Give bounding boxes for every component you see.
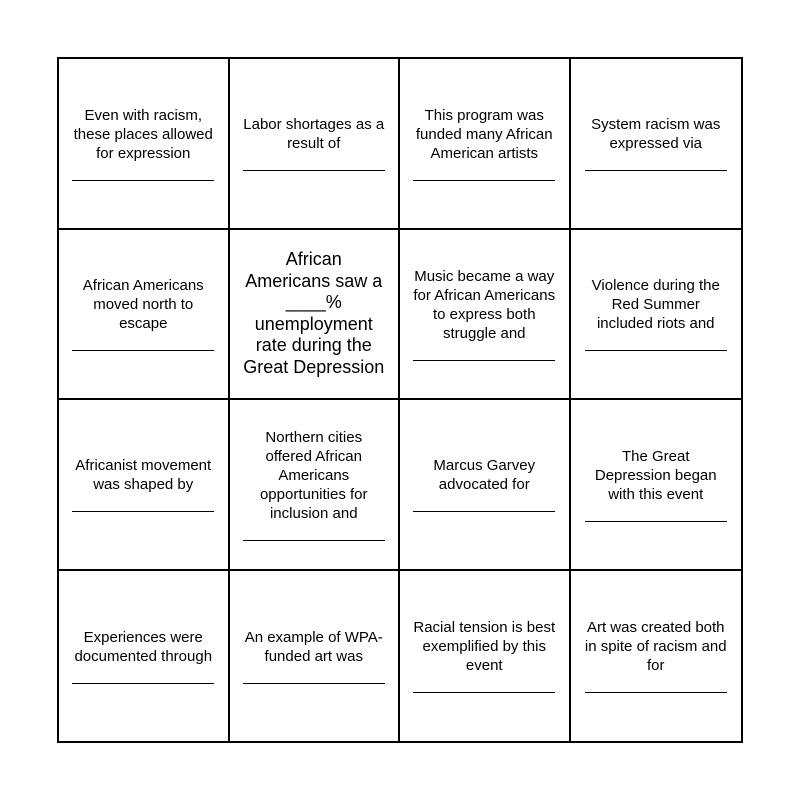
cell-prompt: An example of WPA-funded art was xyxy=(244,628,383,665)
answer-blank-line xyxy=(413,360,555,361)
cell-prompt: Labor shortages as a result of xyxy=(243,116,385,153)
cell-prompt: System racism was expressed via xyxy=(591,116,721,153)
bingo-cell[interactable] xyxy=(59,59,230,230)
cell-prompt: Northern cities offered African Americans opportunities for inclusion and xyxy=(259,428,368,522)
answer-blank-line xyxy=(243,683,385,684)
bingo-cell[interactable] xyxy=(230,400,401,571)
cell-prompt: Art was created both in spite of racism and for xyxy=(584,619,727,675)
bingo-board xyxy=(57,57,743,743)
cell-prompt: Violence during the Red Summer included riots and xyxy=(591,277,720,333)
answer-blank-line xyxy=(72,350,214,351)
answer-blank-line xyxy=(413,180,555,181)
cell-prompt: Even with racism, these places allowed for expression xyxy=(73,106,213,162)
bingo-cell[interactable] xyxy=(230,571,401,742)
bingo-cell[interactable] xyxy=(230,230,401,401)
answer-blank-line xyxy=(585,692,727,693)
bingo-cell[interactable] xyxy=(400,571,571,742)
answer-blank-line xyxy=(413,692,555,693)
cell-prompt: This program was funded many African American artists xyxy=(415,106,553,162)
answer-blank-line xyxy=(72,683,214,684)
answer-blank-line xyxy=(413,511,555,512)
cell-prompt: African Americans moved north to escape xyxy=(82,277,204,333)
bingo-cell[interactable] xyxy=(230,59,401,230)
bingo-cell[interactable] xyxy=(400,400,571,571)
bingo-cell[interactable] xyxy=(59,230,230,401)
cell-prompt: Marcus Garvey advocated for xyxy=(433,457,536,494)
answer-blank-line xyxy=(585,521,727,522)
cell-prompt: African Americans saw a ____% unemployment rate during the Great Depression xyxy=(243,249,385,377)
bingo-cell[interactable] xyxy=(59,400,230,571)
cell-prompt: Experiences were documented through xyxy=(74,628,213,665)
bingo-cell[interactable] xyxy=(571,230,742,401)
cell-prompt: Racial tension is best exemplified by this event xyxy=(413,619,556,675)
answer-blank-line xyxy=(72,511,214,512)
answer-blank-line xyxy=(585,350,727,351)
bingo-cell[interactable] xyxy=(571,400,742,571)
answer-blank-line xyxy=(585,170,727,171)
bingo-cell[interactable] xyxy=(400,59,571,230)
cell-prompt: Africanist movement was shaped by xyxy=(75,457,212,494)
cell-prompt: Music became a way for African Americans to express both struggle and xyxy=(413,267,556,342)
answer-blank-line xyxy=(72,180,214,181)
bingo-cell[interactable] xyxy=(571,59,742,230)
cell-prompt: The Great Depression began with this event xyxy=(594,447,717,503)
answer-blank-line xyxy=(243,540,385,541)
bingo-cell[interactable] xyxy=(571,571,742,742)
bingo-cell[interactable] xyxy=(59,571,230,742)
bingo-cell[interactable] xyxy=(400,230,571,401)
answer-blank-line xyxy=(243,170,385,171)
